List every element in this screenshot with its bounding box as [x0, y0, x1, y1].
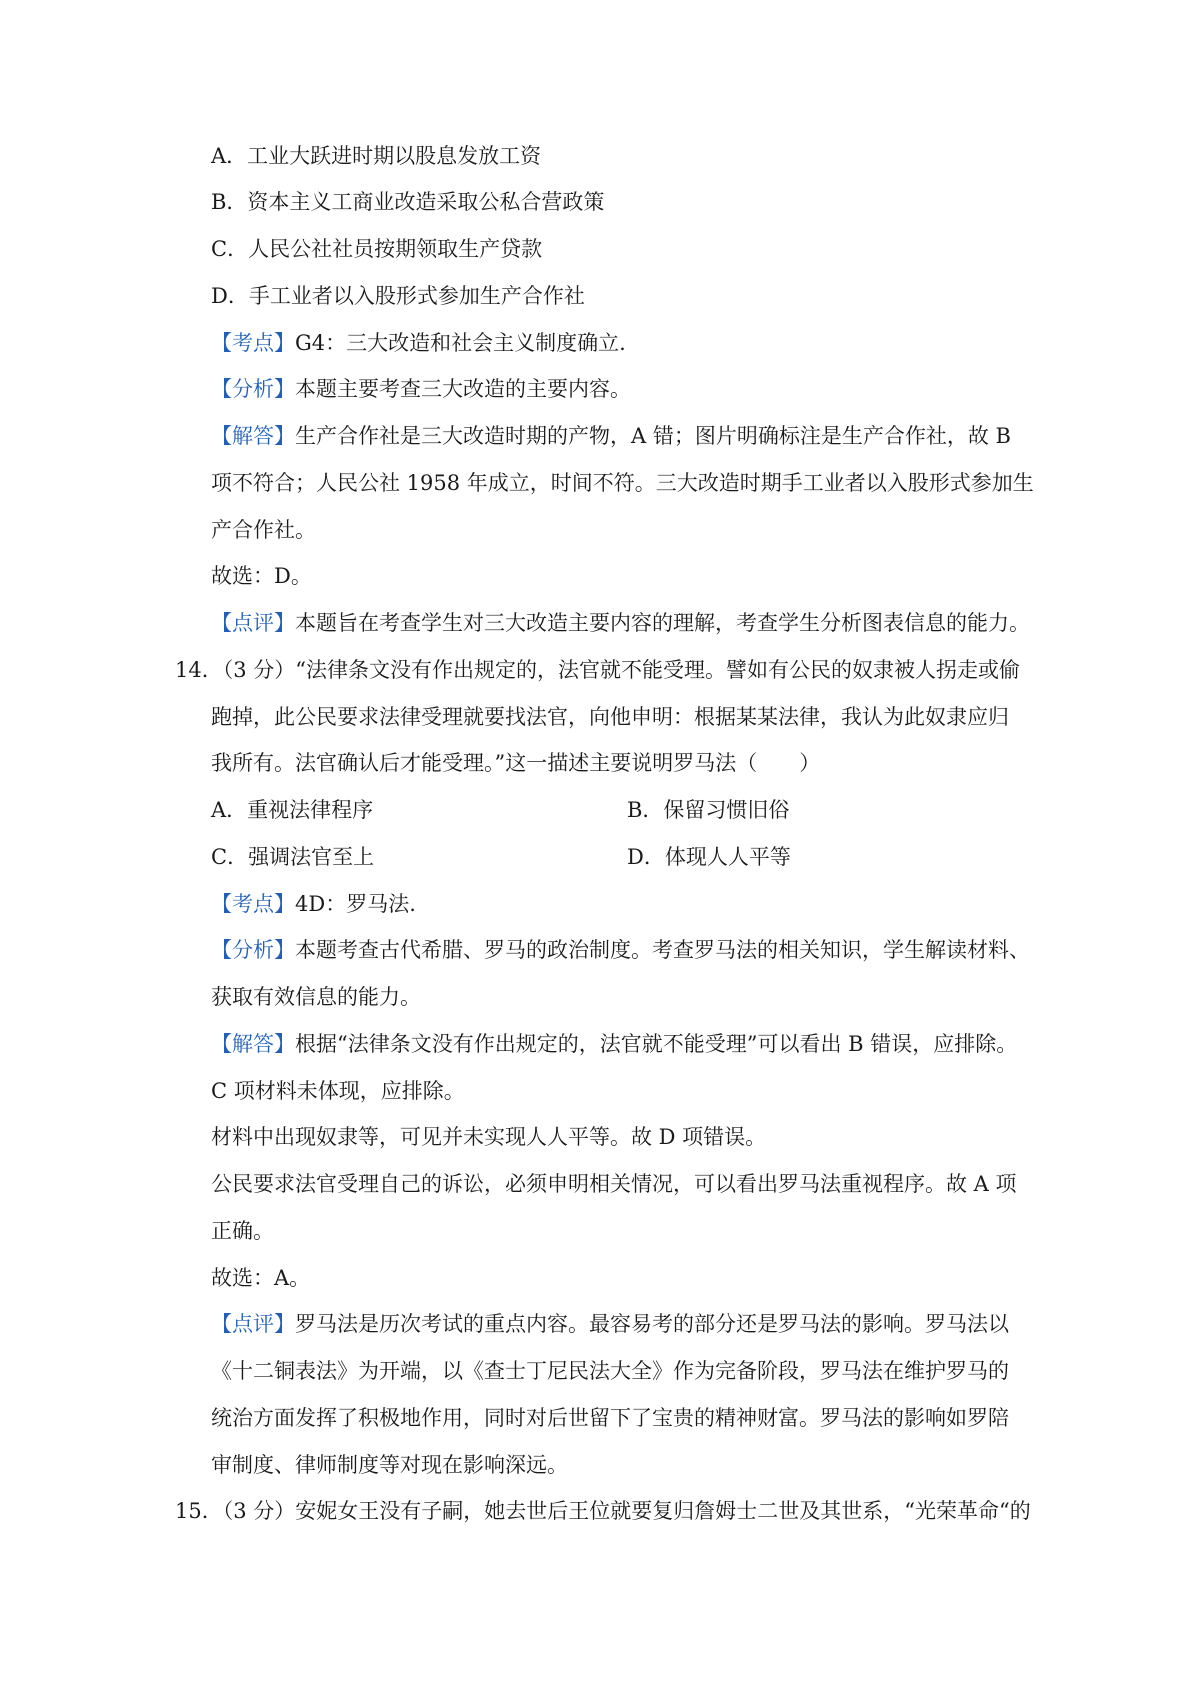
q13-jieda-line-2: 项不符合；人民公社 1958 年成立，时间不符。三大改造时期手工业者以入股形式参加生	[211, 471, 1034, 495]
q13-fenxi	[211, 374, 631, 404]
dianping-tag: 【点评】	[211, 611, 295, 635]
q14-option-a: A．重视法律程序	[211, 798, 374, 822]
q14-option-d: D．体现人人平等	[627, 845, 791, 869]
fenxi-tag: 【分析】	[211, 938, 295, 962]
q13-jieda-line-3: 产合作社。	[211, 518, 316, 542]
kaodian-text: 4D：罗马法.	[295, 892, 416, 916]
q14-jieda-line-4: 公民要求法官受理自己的诉讼，必须申明相关情况，可以看出罗马法重视程序。故 A 项	[211, 1172, 1017, 1196]
dianping-line: 罗马法是历次考试的重点内容。最容易考的部分还是罗马法的影响。罗马法以	[295, 1312, 1009, 1336]
kaodian-text: G4：三大改造和社会主义制度确立.	[295, 331, 626, 355]
kaodian-tag: 【考点】	[211, 331, 295, 355]
dianping-tag: 【点评】	[211, 1312, 295, 1336]
fenxi-text: 本题主要考查三大改造的主要内容。	[295, 377, 631, 401]
q13-option-a: A．工业大跃进时期以股息发放工资	[211, 144, 542, 168]
q14-fenxi	[211, 935, 1030, 965]
q14-jieda-line-2: C 项材料未体现，应排除。	[211, 1079, 465, 1103]
q14-dianping-line-2: 《十二铜表法》为开端，以《查士丁尼民法大全》作为完备阶段，罗马法在维护罗马的	[211, 1359, 1009, 1383]
q13-option-d: D．手工业者以入股形式参加生产合作社	[211, 284, 585, 308]
jieda-tag: 【解答】	[211, 424, 295, 448]
q14-dianping-line-4: 审制度、律师制度等对现在影响深远。	[211, 1453, 568, 1477]
q14-jieda-line-3: 材料中出现奴隶等，可见并未实现人人平等。故 D 项错误。	[211, 1125, 767, 1149]
q14-option-c: C．强调法官至上	[211, 845, 375, 869]
dianping-text: 本题旨在考查学生对三大改造主要内容的理解，考查学生分析图表信息的能力。	[295, 611, 1030, 635]
jieda-tag: 【解答】	[211, 1032, 295, 1056]
fenxi-line: 本题考查古代希腊、罗马的政治制度。考查罗马法的相关知识，学生解读材料、	[295, 938, 1030, 962]
q13-jieda	[211, 421, 1011, 451]
fenxi-tag: 【分析】	[211, 377, 295, 401]
q14-kaodian	[211, 889, 416, 919]
q14-dianping	[211, 1309, 1009, 1339]
q14-jieda-line-5: 正确。	[211, 1219, 274, 1243]
q14-stem-line-2: 跑掉，此公民要求法律受理就要找法官，向他申明：根据某某法律，我认为此奴隶应归	[211, 705, 1009, 729]
q14-fenxi-line-2: 获取有效信息的能力。	[211, 985, 421, 1009]
jieda-line: 根据“法律条文没有作出规定的，法官就不能受理”可以看出 B 错误，应排除。	[295, 1032, 1018, 1056]
q13-dianping	[211, 608, 1030, 638]
q14-stem-line-3: 我所有。法官确认后才能受理。”这一描述主要说明罗马法（ ）	[211, 751, 821, 775]
q14-answer: 故选：A。	[211, 1266, 311, 1290]
q13-option-c: C．人民公社社员按期领取生产贷款	[211, 237, 543, 261]
q13-kaodian	[211, 328, 626, 358]
q13-option-b: B．资本主义工商业改造采取公私合营政策	[211, 190, 605, 214]
kaodian-tag: 【考点】	[211, 892, 295, 916]
q14-dianping-line-3: 统治方面发挥了积极地作用，同时对后世留下了宝贵的精神财富。罗马法的影响如罗陪	[211, 1406, 1009, 1430]
q15-stem-line-1: 15．（3 分）安妮女王没有子嗣，她去世后王位就要复归詹姆士二世及其世系，“光荣革命“的	[175, 1499, 1031, 1523]
q13-answer: 故选：D。	[211, 564, 312, 588]
q14-option-b: B．保留习惯旧俗	[627, 798, 790, 822]
q14-jieda	[211, 1029, 1017, 1059]
q14-stem-line-1: 14．（3 分）“法律条文没有作出规定的，法官就不能受理。譬如有公民的奴隶被人拐走或偷	[175, 658, 1020, 682]
jieda-line: 生产合作社是三大改造时期的产物，A 错；图片明确标注是生产合作社，故 B	[295, 424, 1011, 448]
